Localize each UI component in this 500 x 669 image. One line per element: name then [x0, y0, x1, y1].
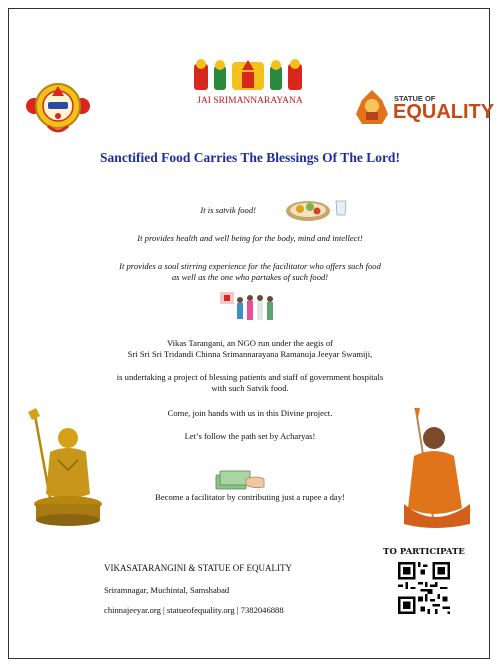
ngo-text-line2: Sri Sri Sri Tridandi Chinna Srimannarayana Ramanuja Jeeyar Swamiji, — [127, 349, 373, 359]
statue-of-label: STATUE OF — [394, 94, 436, 103]
ramanuja-statue-image — [24, 408, 104, 528]
hand-with-money-image — [210, 465, 268, 493]
ngo-text-line1: Vikas Tarangani, an NGO run under the aegis of — [166, 338, 333, 348]
project-text-line1: is undertaking a project of blessing patients and staff of government hospitals — [116, 372, 384, 382]
to-participate-label: TO PARTICIPATE — [383, 547, 465, 557]
satvik-text: It is satvik food! — [200, 205, 256, 215]
qr-code[interactable] — [398, 562, 450, 614]
statue-emblem-icon — [352, 88, 392, 128]
footer-address: Sriramnagar, Muchintal, Samshabad — [104, 585, 230, 595]
facilitator-text: Become a facilitator by contributing just a rupee a day! — [155, 492, 345, 502]
headline: Sanctified Food Carries The Blessings Of The Lord! — [100, 150, 400, 165]
deity-figures-image — [190, 58, 306, 92]
join-text: Come, join hands with us in this Divine project. — [167, 408, 333, 418]
statue-of-equality-logo — [352, 88, 495, 128]
health-text: It provides health and well being for the body, mind and intellect! — [137, 233, 363, 243]
food-plate-image — [284, 195, 332, 223]
stirring-text-line2: as well as the one who partakes of such food! — [171, 272, 329, 282]
jeeyar-swamiji-image — [394, 408, 478, 532]
jai-srimannarayana-text: JAI SRIMANNARAYANA — [197, 96, 303, 106]
equality-label: EQUALITY — [393, 101, 495, 123]
project-text-line2: with such Satvik food. — [211, 383, 289, 393]
footer-org: VIKASATARANGINI & STATUE OF EQUALITY — [104, 563, 293, 573]
footer-contact[interactable]: chinnajeeyar.org | statueofequality.org | 7382046888 — [104, 605, 284, 615]
stirring-text-line1: It provides a soul stirring experience for the facilitator who offers such food — [119, 261, 381, 271]
vikasatarangini-emblem — [24, 76, 92, 140]
hospital-staff-image — [218, 290, 282, 326]
follow-text: Let’s follow the path set by Acharyas! — [184, 431, 316, 441]
water-glass-image — [335, 200, 347, 216]
